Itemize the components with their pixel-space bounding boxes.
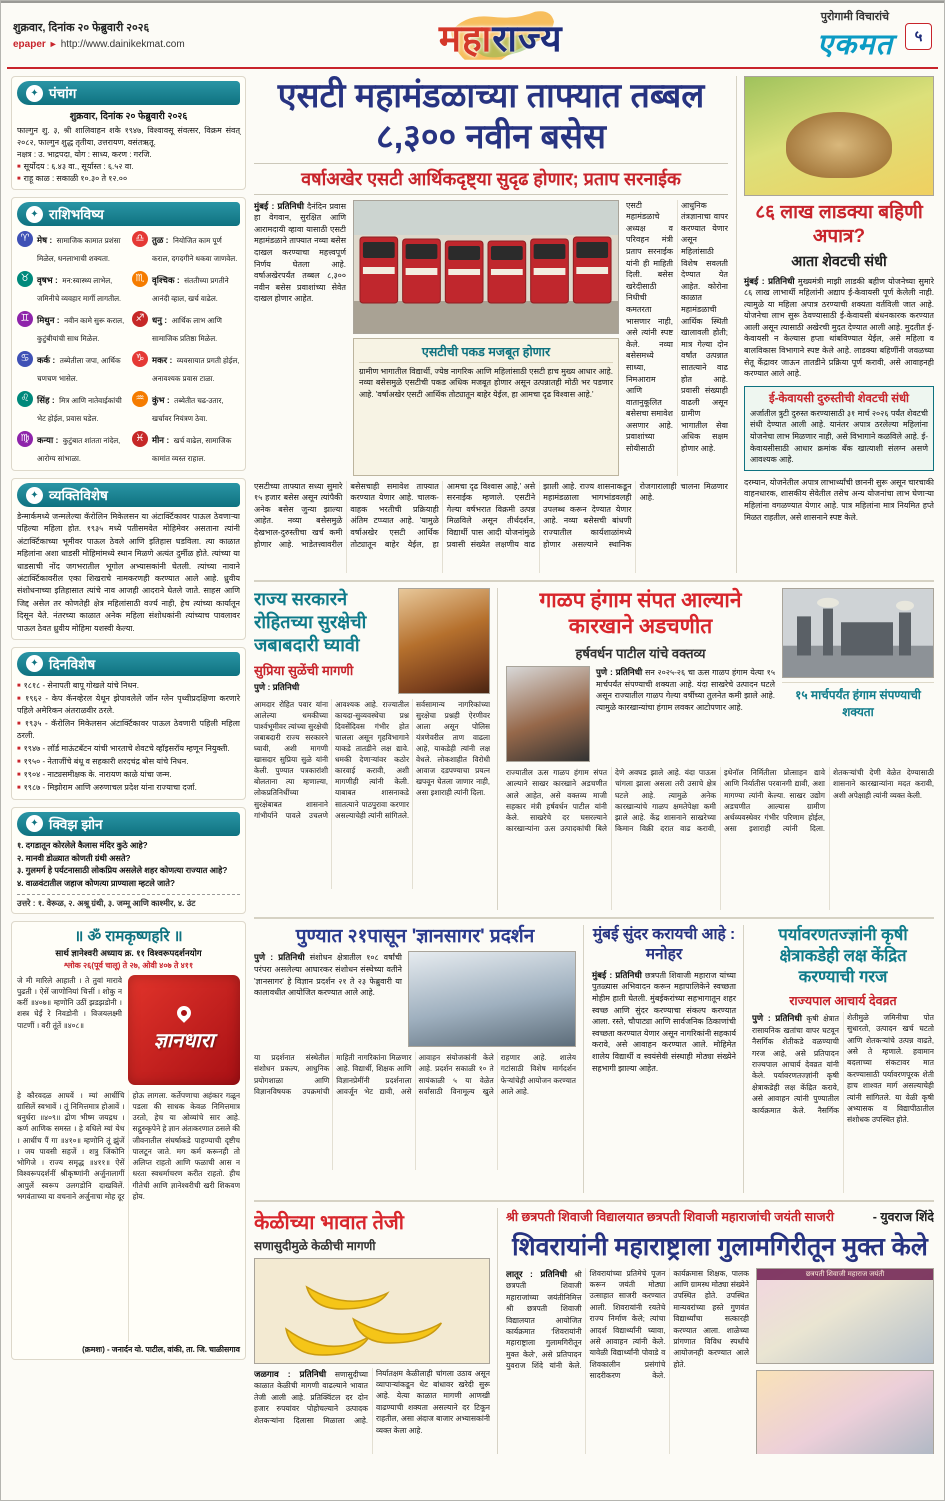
zodiac-pisces-icon: ♓ <box>132 431 148 447</box>
dinvishesh-item: ■ १९३५ - कॅरोलिन मिकेलसन अंटार्क्टिकावर पाऊल ठेवणारी पहिली महिला ठरली. <box>17 718 240 742</box>
zodiac-gemini-icon: ♊ <box>17 311 33 327</box>
shivray-body: श्री छत्रपती शिवाजी महाराजांच्या जयंतीनिमित्त श्री छत्रपती शिवाजी विद्यालयात आयोजित कार्यक्रमात 'शिवरायांनी महाराष्ट्राला गुलामगिरीतून मुक्त केले', असे प्रतिपादन युवराज शिंदे यांनी केले. शिवरायांच्या प्रतिमेचे पूजन करून जयंती मोठ्या उत्साहात साजरी करण्यात आली. शिवरायांनी रयतेचे राज्य निर्माण केले; त्यांचा आदर्श विद्यार्थ्यांनी घ्यावा, असे आवाहन त्यांनी केले. यावेळी विद्यार्थ्यांनी पोवाडे व शिवकालीन प्रसंगांचे सादरीकरण केले. कार्यक्रमास शिक्षक, पालक आणि ग्रामस्थ मोठ्या संख्येने उपस्थित होते. उपस्थित मान्यवरांच्या हस्ते गुणवंत विद्यार्थ्यांचा सत्कारही करण्यात आला. शाळेच्या प्रांगणात विविध स्पर्धांचे आयोजनही करण्यात आले होते. <box>506 1268 749 1381</box>
panchang-section <box>11 76 246 190</box>
zodiac-libra-icon: ♎ <box>132 231 148 247</box>
bhakti-reference: श्लोक २६(पूर्व चालू) ते २७, ओवी ४०७ ते ४११ <box>63 960 194 970</box>
epaper-arrow-icon: ► <box>48 38 58 49</box>
lead-body-text: दैनंदिन प्रवास हा वेगवान, सुरक्षित आणि आरामदायी व्हावा यासाठी एसटी महामंडळाने ताफ्यात नव्या बसेस दाखल करण्याचा महत्त्वपूर्ण निर्णय घेतला आहे. वर्षाअखेरपर्यंत तब्बल ८,३०० नवीन बसेस प्रवाशांच्या सेवेत दाखल होणार आहेत. <box>254 201 346 304</box>
dnyansagar-intro <box>254 951 402 1047</box>
page-content <box>1 69 944 1454</box>
ladki-body-text: मुख्यमंत्री माझी लाडकी बहीण योजनेच्या सुमारे ८६ लाख लाभार्थी महिलांनी अद्याप ई-केवायसी पूर्ण केलेली नाही. त्यामुळे या महिला अपात्र ठरण्याची शक्यता वर्तविली जात आहे. योजनेचा लाभ सुरू ठेवण्यासाठी ई-केवायसी बंधनकारक करण्यात आली असून त्यासाठी अखेरची मुदत देण्यात आली आहे. मुदतीत ई-केवायसी न केल्यास हप्ता थांबविण्यात येईल, असे महिला व बालविकास विभागाने स्पष्ट केले आहे. लाडक्या बहिणींनी जवळच्या सेतू केंद्रावर जाऊन तातडीने प्रक्रिया पूर्ण करावी, असे आवाहनही करण्यात आले आहे. <box>744 276 934 379</box>
quiz-title: क्विझ झोन <box>49 816 103 832</box>
bus-illustration <box>354 201 618 333</box>
dnyansagar-event-photo <box>408 951 576 1047</box>
paryavaran-body-wrap <box>752 1012 934 1193</box>
dinvishesh-header <box>17 652 240 676</box>
zodiac-name: वृषभ : <box>37 275 58 285</box>
galap-byline: पुणे : प्रतिनिधी <box>596 667 643 678</box>
ladki-body-2: दरम्यान, योजनेतील अपात्र लाभार्थ्यांची छाननी सुरू असून चारचाकी वाहनधारक, शासकीय सेवेतील तसेच अन्य योजनांचा लाभ घेणाऱ्या महिलांना वगळण्यात येणार आहे. पात्र महिलांना मात्र नियमित हप्ते मिळत राहतील, असे शासनाने स्पष्ट केले. <box>744 477 934 522</box>
zodiac-text: मित्र आणि नातेवाईकांची भेट होईल, प्रवास घडेल. <box>37 396 122 423</box>
galap-top <box>506 588 934 763</box>
zodiac-name: मकर : <box>152 355 173 365</box>
bhakti-top-row <box>17 975 240 1085</box>
zodiac-capricorn-icon: ♑ <box>132 351 148 367</box>
zodiac-item <box>132 230 240 266</box>
zodiac-text: मन:स्वास्थ्य लाभेल, जमिनीचे व्यवहार मार्गी लागतील. <box>37 276 122 303</box>
zodiac-name: धनु : <box>152 315 168 325</box>
zodiac-name: मीन : <box>152 435 170 445</box>
paryavaran-body: कृषी क्षेत्रात रासायनिक खतांचा वापर घटवून नैसर्गिक शेतीकडे वळण्याची गरज आहे, असे प्रतिपादन राज्यपाल आचार्य देवव्रत यांनी केले. पर्यावरणतज्ज्ञांनी कृषी क्षेत्राकडेही लक्ष केंद्रित करावे, असे आवाहन त्यांनी पुण्यातील कार्यक्रमात केले. नैसर्गिक शेतीमुळे जमिनीचा पोत सुधारतो, उत्पादन खर्च घटतो आणि शेतकऱ्यांचे उत्पन्न वाढते, असे ते म्हणाले. हवामान बदलाच्या संकटावर मात करण्यासाठी पर्यावरणपूरक शेती हाच शाश्वत मार्ग असल्याचेही त्यांनी सांगितले. या वेळी कृषी अभ्यासक व विद्यापीठातील संशोधक उपस्थित होते. <box>752 1012 934 1125</box>
factory-illustration <box>783 589 933 677</box>
dinvishesh-badge-icon: ✦ <box>26 655 43 672</box>
zodiac-item <box>17 270 125 306</box>
date-line: शुक्रवार, दिनांक २० फेब्रुवारी २०२६ <box>13 22 150 35</box>
rohit-top <box>254 588 490 694</box>
galap-right-block <box>782 588 934 763</box>
rohit-subhead: सुप्रिया सुळेंची मागणी <box>254 662 354 678</box>
jayanti-ceremony-photo-1 <box>756 1268 934 1364</box>
ladki-headline: ८६ लाख लाडक्या बहिणी अपात्र? <box>755 202 923 247</box>
ekyc-box <box>744 386 934 471</box>
lead-body-bottom: एसटीच्या ताफ्यात सध्या सुमारे १५ हजार बसेस असून त्यांपैकी अनेक बसेस जुन्या झाल्या आहेत. नव्या बसेसमुळे देखभाल-दुरुस्तीचा खर्च कमी होणार आहे. भाडेतत्त्वावरील बसेसचाही समावेश ताफ्यात करण्यात येणार आहे. चालक-वाहक भरतीची प्रक्रियाही अंतिम टप्प्यात आहे. 'यामुळे वर्षाअखेर एसटी आर्थिक तोट्यातून बाहेर येईल, हा आमचा दृढ विश्वास आहे,' असे सरनाईक म्हणाले. एसटीने गेल्या वर्षभरात विक्रमी उत्पन्न मिळविले असून तीर्थदर्शन, विद्यार्थी पास आदी योजनांमुळे प्रवासी संख्येत लक्षणीय वाढ झाली आहे. राज्य शासनाकडून महामंडळाला भागभांडवलही उपलब्ध करून देण्यात येणार आहे. नव्या बसेसची बांधणी राज्यातील कार्यशाळांमध्ये होणार असल्याने स्थानिक रोजगारालाही चालना मिळणार आहे. <box>254 481 728 549</box>
lead-headline: एसटी महामंडळाच्या ताफ्यात तब्बल ८,३०० नवीन बसेस <box>277 77 705 156</box>
supriya-sule-photo <box>398 588 490 694</box>
galap-subbox-title: १५ मार्चपर्यंत हंगाम संपण्याची शक्यता <box>782 682 934 720</box>
keli-body: सणासुदीच्या काळात केळीची मागणी वाढल्याने भावात तेजी आली आहे. प्रतिक्विंटल दर दोन हजार रुपयांवर पोहोचल्याने उत्पादक शेतकऱ्यांना दिलासा मिळाला आहे. निर्यातक्षम केळीलाही चांगला उठाव असून व्यापाऱ्यांकडून थेट बांधावर खरेदी सुरू आहे. येत्या काळात मागणी आणखी वाढण्याची शक्यता असल्याने दर टिकून राहतील, असा अंदाज बाजार अभ्यासकांनी व्यक्त केला आहे. <box>254 1368 490 1435</box>
zodiac-item <box>17 230 125 266</box>
rashibhavishya-section <box>11 197 246 471</box>
panchang-sunrise: ■ सूर्योदय : ६.४३ वा., सूर्यास्त : ६.५२ वा. <box>17 161 240 173</box>
shivray-byline: लातूर : प्रतिनिधी <box>506 1268 567 1279</box>
quiz-question: ४. वाळवंटातील जहाज कोणत्या प्राण्याला म्हटले जाते? <box>17 879 175 889</box>
ladki-byline: मुंबई : प्रतिनिधी <box>744 275 795 286</box>
page-title <box>351 11 651 62</box>
bhakti-author-credit: (क्रमशः) - जनार्दन यो. पाटील, वांकी, ता. जि. चाळीसगाव <box>82 1344 240 1354</box>
zodiac-text: खर्च वाढेल, सामाजिक कामांत व्यस्त राहाल. <box>152 436 232 463</box>
st-box-body: ग्रामीण भागातील विद्यार्थी, ज्येष्ठ नागरिक आणि महिलांसाठी एसटी हाच मुख्य आधार आहे. नव्या बसेसमुळे एसटीची पकड अधिक मजबूत होणार असून उत्पन्नातही मोठी भर पडणार आहे. 'वर्षाअखेर एसटी आर्थिक तोट्यातून बाहेर येईल, हा आमचा दृढ विश्वास आहे.' <box>359 366 613 399</box>
ekyc-box-title: ई-केवायसी दुरुस्तीची शेवटची संधी <box>768 392 910 405</box>
bhakti-commentary: हे कौरवदळ आघवें । म्यां आधींचि ग्रासिलें स्वभावें । तूं निमित्तमात्र होआवें । धनुर्धरा ॥४०९॥ द्रोण भीष्म जयद्रथ । कर्ण आणिक समस्त । हे वधिले म्यां येथ । आधींच पैं गा ॥४१०॥ म्हणोनि तूं झुंजें । जय पावसी सहजें । शत्रु जिंकोनि भोगिजे । राज्य समृद्ध ॥४११॥ ऐसें विश्वरूपदर्शनीं श्रीकृष्णांनी अर्जुनालागीं आपुलें स्वरूप उलगडोनि दाखविलें. भगवंताच्या या वचनाने अर्जुनाचा मोह दूर होऊ लागला. कर्तेपणाचा अहंकार गळून पडला की साधक केवळ निमित्तमात्र उरतो, हेच या ओव्यांचे सार आहे. सद्गुरुकृपेने हे ज्ञान अंतःकरणात ठसले की जीवनातील संघर्षाकडे पाहण्याची दृष्टीच पालटून जाते. मग कर्म करूनही तो अलिप्त राहतो आणि फळाची आस न धरता स्वधर्माचरण करीत राहतो. हीच गीतेची आणि ज्ञानेश्वरीची खरी शिकवण होय. <box>17 1090 240 1201</box>
keli-headline: केळीच्या भावात तेजी <box>254 1211 404 1234</box>
panchang-title: पंचांग <box>49 86 77 101</box>
zodiac-aquarius-icon: ♒ <box>132 391 148 407</box>
zodiac-text: तब्येतीला जपा, आर्थिक चणचण भासेल. <box>37 356 121 383</box>
masthead-rajya: राज्य <box>492 17 563 59</box>
galap-intro <box>596 666 775 762</box>
zodiac-text: कुटुंबात शांतता नांदेल, आरोग्य सांभाळा. <box>37 436 121 463</box>
galap-subhead: हर्षवर्धन पाटील यांचे वक्तव्य <box>575 646 706 662</box>
panchang-line: फाल्गुन शु. ३, श्री शालिवाहन शके १९४७, विश्वावसू संवत्सर, विक्रम संवत् २०८२, फाल्गुन शुद्ध तृतीया, उत्तरायण, वसंतऋतू. <box>17 126 240 147</box>
harshvardhan-patil-photo <box>506 666 590 762</box>
zodiac-name: मेष : <box>37 235 53 245</box>
rashibhavishya-header <box>17 202 240 226</box>
dinvishesh-item: ■ १९०४ - नाट्यसमीक्षक के. नारायण काळे यांचा जन्म. <box>17 769 240 781</box>
hands-with-grain-illustration <box>786 112 891 178</box>
zodiac-leo-icon: ♌ <box>17 391 33 407</box>
mid-row <box>254 580 934 910</box>
zodiac-name: कर्क : <box>37 355 56 365</box>
quiz-answers: उत्तरे : १. वेरूळ, २. अश्रू ग्रंथी, ३. जम्मू आणि काश्मीर, ४. उंट <box>17 894 240 909</box>
vyaktivishesh-badge-icon: ✦ <box>26 487 43 504</box>
paryavaran-subhead: राज्यपाल आचार्य देवव्रत <box>789 993 897 1008</box>
ladki-bahin-article <box>736 76 934 573</box>
zodiac-item <box>17 390 125 426</box>
galap-heading-block <box>506 588 775 763</box>
bhakti-section <box>11 921 246 1360</box>
mumbai-headline: मुंबई सुंदर करायची आहे : मनोहर <box>592 925 736 963</box>
rohit-security-article <box>254 588 498 910</box>
vyaktivishesh-section <box>11 478 246 640</box>
galap-lead-row <box>506 666 775 762</box>
zodiac-text: सामाजिक कामात प्रशंसा मिळेल, धनलाभाची शक्यता. <box>37 236 121 263</box>
zodiac-text: संततीच्या प्रगतीने आनंदी व्हाल, खर्च वाढेल. <box>152 276 229 303</box>
zodiac-text: नियोजित काम पूर्ण कराल, दगदगीने थकवा जाणवेल. <box>152 236 238 263</box>
zodiac-grid <box>17 230 240 466</box>
quiz-header <box>17 812 240 836</box>
lead-column-b: एसटी महामंडळाचे अध्यक्ष व परिवहन मंत्री प्रताप सरनाईक यांनी ही माहिती दिली. बसेस खरेदीसाठी निधीची कमतरता भासणार नाही, असे त्यांनी स्पष्ट केले. नव्या बसेसमध्ये साध्या, निमआराम आणि वातानुकूलित बसेसचा समावेश असणार आहे. प्रवाशांच्या सोयीसाठी आधुनिक तंत्रज्ञानाचा वापर करण्यात येणार असून महिलांसाठी विशेष सवलती देण्यात येत आहेत. कोरोना काळात महामंडळाची आर्थिक स्थिती खालावली होती; मात्र गेल्या दोन वर्षांत उत्पन्नात सातत्याने वाढ होत आहे. प्रवासी संख्याही वाढली असून ग्रामीण भागातील सेवा अधिक सक्षम होणार आहे. <box>626 200 728 454</box>
vyaktivishesh-body: डेन्मार्कमध्ये जन्मलेल्या कॅरोलिन मिकेलसन या अंटार्क्टिकावर पाऊल ठेवणाऱ्या पहिल्या महिला होत. १९३५ मध्ये पतीसमवेत मोहिमेवर असताना त्यांनी अंटार्क्टिकाच्या भूमीवर पाऊल ठेवले आणि इतिहास घडविला. त्या काळात महिलांना अशा धाडसी मोहिमांमध्ये स्थान मिळणे अत्यंत दुर्मीळ होते. त्यांच्या या धाडसाची नोंद जगभरातील भूगोल अभ्यासकांनी घेतली. त्यांच्या नावाने अंटार्क्टिकावरील एका शिखराचे नामकरणही करण्यात आले आहे. ध्रुवीय संशोधनाच्या इतिहासात त्यांचे नाव आजही आदराने घेतले जाते. साहस आणि जिद्द असेल तर कोणतेही क्षेत्र महिलांसाठी वर्ज्य नाही, हेच त्यांच्या कार्यातून दिसून येते. नंतरच्या काळात अनेक महिला संशोधकांनी त्यांच्याच पावलावर पाऊल ठेवत ध्रुवीय मोहिमा यशस्वी केल्या. <box>17 512 240 633</box>
keli-article <box>254 1208 498 1454</box>
vyaktivishesh-title: व्यक्तिविशेष <box>49 488 108 503</box>
zodiac-text: आर्थिक लाभ आणि सामाजिक प्रतिष्ठा मिळेल. <box>152 316 222 343</box>
zodiac-name: कुंभ : <box>152 395 170 405</box>
shivray-kicker-row <box>506 1208 934 1225</box>
lead-subhead: वर्षाअखेर एसटी आर्थिकदृष्ट्या सुदृढ होणार; प्रताप सरनाईक <box>254 163 728 195</box>
shivray-speaker: - युवराज शिंदे <box>872 1209 934 1224</box>
ladki-bahin-photo <box>744 76 934 196</box>
zodiac-text: व्यवसायात प्रगती होईल, अनावश्यक प्रवास टाळा. <box>152 356 240 383</box>
vyaktivishesh-header <box>17 483 240 507</box>
panchang-line: नक्षत्र : उ. भाद्रपदा, योग : साध्य, करण : गरजि. <box>17 150 152 159</box>
sugar-factory-photo <box>782 588 934 678</box>
galap-body: राज्यातील ऊस गाळप हंगाम संपत आल्याने साखर कारखाने अडचणीत आले आहेत, असे वक्तव्य माजी सहकार मंत्री हर्षवर्धन पाटील यांनी केले. साखरेचे दर घसरल्याने कारखान्यांना ऊस उत्पादकांची बिले देणे अवघड झाले आहे. यंदा पाऊस चांगला झाला असला तरी उसाचे क्षेत्र घटले आहे. त्यामुळे अनेक कारखान्यांचे गाळप क्षमतेपेक्षा कमी झाले आहे. केंद्र शासनाने साखरेच्या किमान विक्री दरात वाढ करावी, इथेनॉल निर्मितीला प्रोत्साहन द्यावे आणि निर्यातीस परवानगी द्यावी, अशा मागण्या त्यांनी केल्या. साखर उद्योग अडचणीत आल्यास ग्रामीण अर्थव्यवस्थेवर गंभीर परिणाम होईल, असा इशाराही त्यांनी दिला. शेतकऱ्यांची देणी वेळेत देण्यासाठी शासनाने कारखान्यांना मदत करावी, अशी अपेक्षाही त्यांनी व्यक्त केली. <box>506 768 934 834</box>
zodiac-item <box>132 430 240 466</box>
quiz-question: ३. गुलमर्ग हे पर्यटनासाठी लोकप्रिय असलेले शहर कोणत्या राज्यात आहे? <box>17 866 228 876</box>
dnyansagar-article <box>254 925 584 1193</box>
dinvishesh-item: ■ १९४७ - लॉर्ड माऊंटबॅटन यांची भारताचे शेवटचे व्हॉइसरॉय म्हणून नियुक्ती. <box>17 743 240 755</box>
rashibhavishya-badge-icon: ✦ <box>26 206 43 223</box>
paryavaran-article <box>752 925 934 1193</box>
zodiac-text: नवीन कामे सुरू कराल, कुटुंबीयांची साथ मिळेल. <box>37 316 125 343</box>
dnyandhara-title: ज्ञानधारा <box>154 1030 214 1053</box>
page-header <box>1 1 944 67</box>
zodiac-item <box>132 310 240 346</box>
quiz-badge-icon: ✦ <box>26 815 43 832</box>
st-box-title: एसटीची पकड मजबूत होणार <box>359 343 613 363</box>
zodiac-name: सिंह : <box>37 395 55 405</box>
left-sidebar <box>11 76 246 1454</box>
paryavaran-headline: पर्यावरणतज्ज्ञांनी कृषी क्षेत्राकडेही लक्ष केंद्रित करण्याची गरज <box>778 925 908 987</box>
brand-tagline: पुरोगामी विचारांचे <box>820 11 890 23</box>
zodiac-name: तुळ : <box>152 235 169 245</box>
panchang-rahu-kaal: ■ राहू काळ : सकाळी १०.३० ते १२.०० <box>17 173 240 185</box>
dinvishesh-item: ■ १९५० - नेताजींचे बंधू व सहकारी शरदचंद्र बोस यांचे निधन. <box>17 756 240 768</box>
epaper-label: epaper <box>13 38 46 50</box>
zodiac-scorpio-icon: ♏ <box>132 271 148 287</box>
zodiac-aries-icon: ♈ <box>17 231 33 247</box>
brand-block <box>817 9 893 63</box>
panchang-header <box>17 81 240 105</box>
dnyansagar-headline: पुण्यात २१पासून 'ज्ञानसागर' प्रदर्शन <box>295 925 535 947</box>
brand-name: एकमत <box>816 29 893 61</box>
dinvishesh-title: दिनविशेष <box>49 656 96 672</box>
lead-body-top <box>254 200 728 476</box>
panchang-badge-icon: ✦ <box>26 85 43 102</box>
zodiac-item <box>132 350 240 386</box>
mumbai-sundar-article <box>592 925 744 1193</box>
rohit-headline: राज्य सरकारने रोहितच्या सुरक्षेची जबाबदारी घ्यावी <box>254 588 367 655</box>
mumbai-byline: मुंबई : प्रतिनिधी <box>592 969 642 980</box>
dnyansagar-byline: पुणे : प्रतिनिधी <box>254 952 305 963</box>
zodiac-sagittarius-icon: ♐ <box>132 311 148 327</box>
shivray-kicker: श्री छत्रपती शिवाजी विद्यालयात छत्रपती शिवाजी महाराजांची जयंती साजरी <box>506 1209 834 1224</box>
dnyansagar-body-2: या प्रदर्शनात संस्थेतील संशोधन प्रकल्प, आधुनिक प्रयोगशाळा आणि विज्ञानविषयक उपक्रमांची माहिती नागरिकांना मिळणार आहे. विद्यार्थी, शिक्षक आणि विज्ञानप्रेमींनी प्रदर्शनाला आवर्जून भेट द्यावी, असे आवाहन संयोजकांनी केले आहे. प्रदर्शन सकाळी १० ते सायंकाळी ५ या वेळेत सर्वांसाठी विनामूल्य खुले राहणार आहे. शालेय गटांसाठी विशेष मार्गदर्शन फेऱ्यांचेही आयोजन करण्यात आले आहे. <box>254 1053 576 1096</box>
rohit-heading-block <box>254 588 392 694</box>
ladki-subhead: आता शेवटची संधी <box>791 253 887 270</box>
lead-article <box>254 76 728 573</box>
top-row <box>254 76 934 573</box>
location-pin-icon <box>174 1003 194 1023</box>
dinvishesh-section <box>11 647 246 800</box>
shivray-body-wrap <box>506 1268 749 1454</box>
banana-illustration <box>255 1259 489 1363</box>
zodiac-name: मिथुन : <box>37 315 60 325</box>
zodiac-virgo-icon: ♍ <box>17 431 33 447</box>
zodiac-name: कन्या : <box>37 435 59 445</box>
lead-byline: मुंबई : प्रतिनिधी <box>254 200 305 211</box>
masthead-maha: महा <box>438 17 493 59</box>
galap-subbox-text: सन २०२५-२६ चा ऊस गाळप हंगाम येत्या १५ मार्चपर्यंत संपण्याची शक्यता आहे. यंदा साखरेचे उत्पादन घटले असून राज्यातील गाळप गेल्या वर्षीच्या तुलनेत कमी झाले आहे. त्यामुळे कारखान्यांचा हंगाम लवकर आटोपणार आहे. <box>596 668 775 712</box>
lead-middle <box>353 200 619 476</box>
rohit-byline: पुणे : प्रतिनिधी <box>254 681 300 692</box>
quiz-question: १. दगडातून कोरलेले कैलास मंदिर कुठे आहे? <box>17 840 148 850</box>
dinvishesh-item: ■ १९६२ - केप कॅनव्हेरल येथून झेपावलेले जॉन ग्लेन पृथ्वीप्रदक्षिणा करणारे पहिले अमेरिकन अंतराळवीर ठरले. <box>17 693 240 717</box>
paryavaran-byline: पुणे : प्रतिनिधी <box>752 1012 802 1023</box>
ekyc-box-body: अर्जातील त्रुटी दुरुस्त करण्यासाठी ३१ मार्च २०२६ पर्यंत शेवटची संधी देण्यात आली आहे. यानंतर अपात्र ठरलेल्या महिलांना योजनेचा लाभ मिळणार नाही, असे विभागाने कळविले आहे. ई-केवायसीसाठी आधार क्रमांक बँक खात्याशी संलग्न असणे आवश्यक आहे. <box>750 408 928 465</box>
mumbai-body: छत्रपती शिवाजी महाराज यांच्या पुतळ्यास अभिवादन करून महापालिकेने स्वच्छता मोहीम हाती घेतली. मुंबईकरांच्या सहभागातून शहर स्वच्छ आणि सुंदर करण्याचा संकल्प करण्यात आला. रस्ते, चौपाट्या आणि सार्वजनिक ठिकाणांची स्वच्छता करण्यात येणार असून नागरिकांनी सहकार्य करावे, असे आवाहन करण्यात आले. मोहिमेत शालेय विद्यार्थी व स्वयंसेवी संस्थाही मोठ्या संख्येने सहभागी झाल्या आहेत. <box>592 970 736 1073</box>
zodiac-text: तब्येतीत चढ-उतार, खर्चावर नियंत्रण ठेवा. <box>152 396 224 423</box>
galap-hangam-article <box>506 588 934 910</box>
quiz-question: २. मानवी डोळ्यात कोणती ग्रंथी असते? <box>17 853 131 863</box>
zodiac-item <box>17 430 125 466</box>
bottom-row <box>254 1200 934 1454</box>
jayanti-ceremony-photo-2 <box>756 1370 934 1454</box>
banana-photo <box>254 1258 490 1364</box>
zodiac-item <box>132 270 240 306</box>
galap-headline: गाळप हंगाम संपत आल्याने कारखाने अडचणीत <box>539 588 742 638</box>
zodiac-cancer-icon: ♋ <box>17 351 33 367</box>
zodiac-item <box>132 390 240 426</box>
epaper-url-link[interactable]: http://www.dainikekmat.com <box>60 38 185 50</box>
dnyansagar-top <box>254 951 576 1047</box>
rashibhavishya-title: राशिभविष्य <box>49 207 104 222</box>
shivray-content-row <box>506 1268 934 1454</box>
dinvishesh-item: ■ १८१८ - सेनापती बापू गोखले यांचे निधन. <box>17 680 240 692</box>
st-buses-photo <box>353 200 619 334</box>
st-highlight-box <box>353 338 619 476</box>
header-left <box>13 20 185 52</box>
mumbai-body-wrap <box>592 969 736 1074</box>
bhakti-verse-column: जे मी मारिले आहाती । ते तुवां मारावे पुढती । ऐसें जाणोनियां चित्तीं । शोकु न करीं ॥४०७॥ म्हणोनि उठीं झडझडोनी । शस्त्र घेईं रे निवडोनी । विजयलक्ष्मी पाटणीं । वरी तूंतें ॥४०८॥ <box>17 975 122 1030</box>
masthead <box>351 11 651 62</box>
zodiac-name: वृश्चिक : <box>152 275 180 285</box>
dnyandhara-ad <box>128 975 240 1085</box>
low-row <box>254 917 934 1193</box>
keli-body-wrap <box>254 1368 490 1454</box>
page-number: ५ <box>905 23 932 50</box>
rohit-body: आमदार रोहित पवार यांना आलेल्या धमकीच्या पार्श्वभूमीवर त्यांच्या सुरक्षेची जबाबदारी राज्य सरकारने घ्यावी, अशी मागणी खासदार सुप्रिया सुळे यांनी केली. पुण्यात पत्रकारांशी बोलताना त्या म्हणाल्या, लोकप्रतिनिधींच्या सुरक्षेबाबत शासनाने गांभीर्याने पावले उचलणे आवश्यक आहे. राज्यातील कायदा-सुव्यवस्थेचा प्रश्न दिवसेंदिवस गंभीर होत चालला असून गृहविभागाने याकडे तातडीने लक्ष द्यावे. धमकी देणाऱ्यांवर कठोर कारवाई करावी, अशी मागणीही त्यांनी केली. याबाबत शासनाकडे सातत्याने पाठपुरावा करणार असल्याचेही त्यांनी सांगितले. सर्वसामान्य नागरिकांच्या सुरक्षेचा प्रश्नही ऐरणीवर आला असून पोलिस यंत्रणेवरील ताण वाढला आहे, याकडेही त्यांनी लक्ष वेधले. लोकशाहीत विरोधी आवाज दडपण्याचा प्रयत्न खपवून घेतला जाणार नाही, असा इशाराही त्यांनी दिला. <box>254 699 490 820</box>
lead-column-a <box>254 200 346 476</box>
keli-subhead: सणासुदीमुळे केळीची मागणी <box>254 1238 376 1253</box>
bhakti-subtitle: सार्थ ज्ञानेश्वरी अध्याय क्र. ११ विश्वरूपदर्शनयोग <box>55 947 202 958</box>
main-content <box>254 76 934 1454</box>
shivray-photos <box>756 1268 934 1454</box>
shivjayanti-article <box>506 1208 934 1454</box>
dinvishesh-item: ■ १९८७ - मिझोराम आणि अरुणाचल प्रदेश यांना राज्याचा दर्जा. <box>17 782 240 794</box>
zodiac-item <box>17 350 125 386</box>
zodiac-taurus-icon: ♉ <box>17 271 33 287</box>
keli-byline: जळगाव : प्रतिनिधी <box>254 1368 327 1379</box>
dnyansagar-body-1: संशोधन क्षेत्रातील १०८ वर्षांची परंपरा असलेल्या आघारकर संशोधन संस्थेच्या वतीने 'ज्ञानसागर' हे विज्ञान प्रदर्शन २१ ते २३ फेब्रुवारी या कालावधीत आयोजित करण्यात आले आहे. <box>254 953 402 998</box>
shivray-headline: शिवरायांनी महाराष्ट्राला गुलामगिरीतून मुक्त केले <box>512 1232 928 1261</box>
header-right <box>817 9 932 63</box>
zodiac-item <box>17 310 125 346</box>
panchang-date: शुक्रवार, दिनांक २० फेब्रुवारी २०२६ <box>69 111 188 122</box>
ladki-body-1 <box>744 275 934 380</box>
bhakti-title: ॥ ॐ रामकृष्णहरि ॥ <box>74 927 183 945</box>
jayanti-photo-caption: छत्रपती शिवाजी महाराज जयंती <box>757 1269 933 1280</box>
quiz-section <box>11 807 246 914</box>
epaper-line <box>13 37 185 52</box>
